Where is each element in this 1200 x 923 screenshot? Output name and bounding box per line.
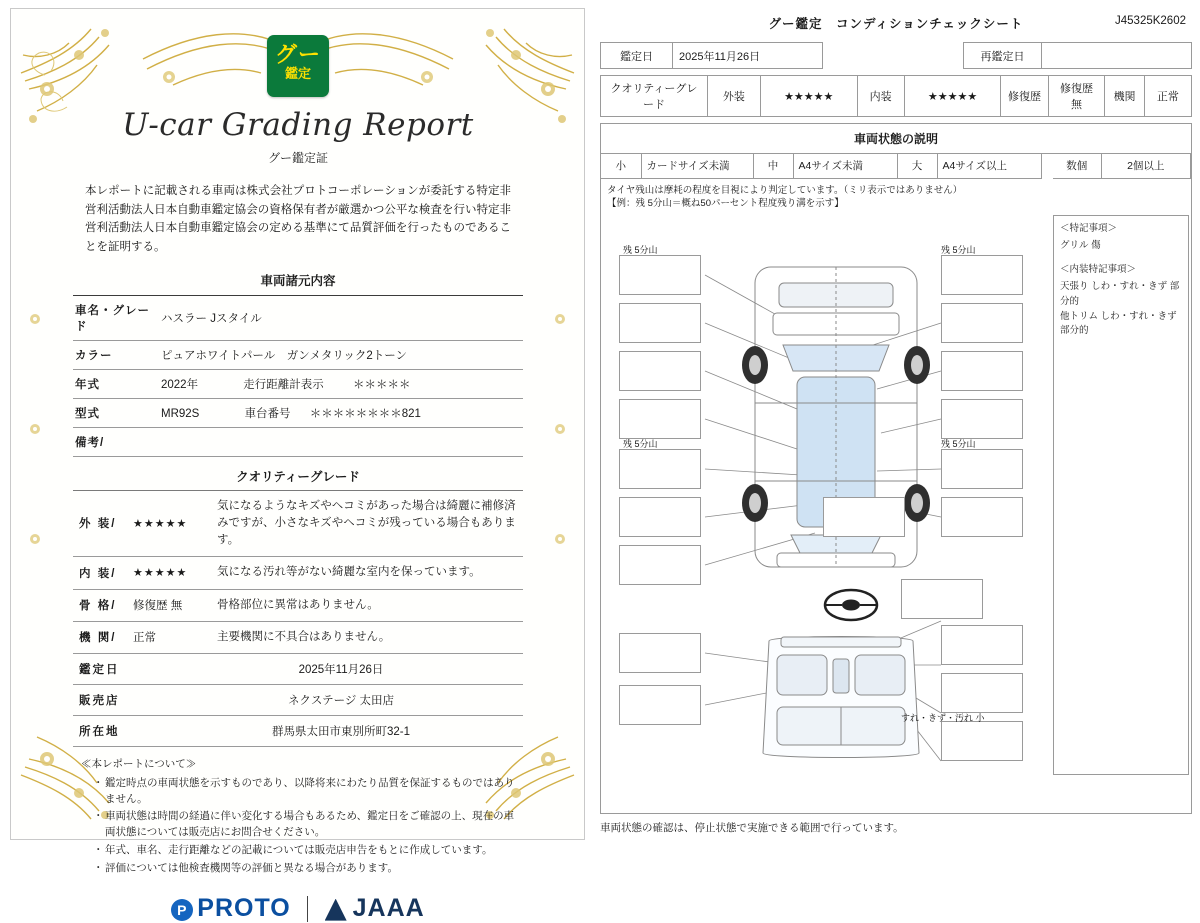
meta-value: ネクステージ 太田店 xyxy=(159,685,523,716)
spec-table xyxy=(73,296,523,457)
grade-label: 外 装/ xyxy=(73,491,131,557)
damage-cell[interactable] xyxy=(619,303,701,343)
damage-cell[interactable] xyxy=(619,633,701,673)
meta-value: 群馬県太田市東別所町32-1 xyxy=(159,716,523,747)
spec-label: 備考/ xyxy=(73,427,159,456)
damage-cell[interactable] xyxy=(941,303,1023,343)
legend-desc-large: A4サイズ以上 xyxy=(937,154,1041,178)
notes-heading: ≪本レポートについて≫ xyxy=(81,758,197,770)
spec-value: 2022年 xyxy=(161,378,199,391)
sheet-title: グー鑑定 コンディションチェックシート xyxy=(768,17,1024,31)
inspection-date-table xyxy=(600,42,1192,69)
inspection-date-label: 鑑定日 xyxy=(601,43,673,69)
grade-label: 機 関/ xyxy=(73,621,131,653)
damage-cell[interactable] xyxy=(619,497,701,537)
quality-grade-label: クオリティーグレード xyxy=(601,76,708,117)
size-legend-table xyxy=(601,154,1191,179)
goo-logo-line2: 鑑定 xyxy=(284,66,311,82)
list-item: ・ 車両状態は時間の経過に伴い変化する場合もあるため、鑑定日をご確認の上、現在の車両状態については販売店にお問合せください。 xyxy=(95,809,515,841)
meta-table xyxy=(73,654,523,747)
interior-cell[interactable] xyxy=(901,579,983,619)
interior-label: 内装 xyxy=(857,76,904,117)
legend-size-medium: 中 xyxy=(753,154,793,178)
certificate-notes xyxy=(81,757,515,876)
tire-label-front-right: 残 5分山 xyxy=(941,245,976,256)
side-ornament-icon xyxy=(540,279,580,579)
list-item: ・ 年式、車名、走行距離などの記載については販売店申告をもとに作成しています。 xyxy=(95,843,515,859)
grade-text: 主要機関に不具合はありません。 xyxy=(215,621,523,653)
interior-condition-label: すれ・きず・汚れ 小 xyxy=(901,713,985,724)
grading-report-certificate xyxy=(10,8,585,923)
proto-mark-icon: P xyxy=(171,899,193,921)
interior-notes-heading: ＜内装特記事項＞ xyxy=(1060,264,1137,276)
grade-mark: ★★★★★ xyxy=(131,491,215,557)
tire-label-rear-left: 残 5分山 xyxy=(623,439,658,450)
meta-label: 販売店 xyxy=(73,685,159,716)
table-row xyxy=(73,557,523,589)
damage-cell[interactable] xyxy=(619,351,701,391)
grade-mark: 修復歴 無 xyxy=(131,589,215,621)
damage-cell[interactable] xyxy=(941,255,1023,295)
damage-cell[interactable] xyxy=(941,449,1023,489)
page-subtitle: グー鑑定証 xyxy=(267,151,328,165)
damage-cell[interactable] xyxy=(619,399,701,439)
grade-text: 気になるようなキズやヘコミがあった場合は綺麗に補修済みですが、小さなキズやヘコミが残っている場合もあります。 xyxy=(215,491,523,557)
table-row xyxy=(73,340,523,369)
brand-logos xyxy=(63,894,533,923)
table-row xyxy=(73,654,523,685)
tire-note-line1: タイヤ残山は摩耗の程度を目視により判定しています。（ミリ表示ではありません） xyxy=(607,184,963,196)
spec-label-2: 走行距離計表示 xyxy=(243,378,324,391)
damage-cell[interactable] xyxy=(619,685,701,725)
grade-text: 気になる汚れ等がない綺麗な室内を保っています。 xyxy=(215,557,523,589)
proto-logo xyxy=(171,894,290,923)
spec-value: ハスラー Jスタイル xyxy=(159,296,523,341)
spec-label-2: 車台番号 xyxy=(244,407,291,420)
spec-value-2: ＊＊＊＊＊＊＊＊821 xyxy=(309,407,421,420)
tire-note xyxy=(601,179,1191,214)
table-row xyxy=(73,589,523,621)
repair-history-value: 修復歴 無 xyxy=(1048,76,1105,117)
spec-label: 型式 xyxy=(73,398,159,427)
damage-cell[interactable] xyxy=(941,351,1023,391)
table-row xyxy=(601,76,1192,117)
spec-heading: 車両諸元内容 xyxy=(260,273,336,288)
car-interior-diagram-icon xyxy=(751,633,931,763)
damage-cell[interactable] xyxy=(619,449,701,489)
proto-logo-text: PROTO xyxy=(197,894,291,923)
size-legend xyxy=(601,154,1191,179)
list-item: ・ 評価については他検査機関等の評価と異なる場合があります。 xyxy=(95,861,515,877)
spec-label: 年式 xyxy=(73,369,159,398)
steering-wheel-icon xyxy=(823,585,879,625)
meta-label: 鑑定日 xyxy=(73,654,159,685)
exterior-label: 外装 xyxy=(707,76,760,117)
spec-label: カラー xyxy=(73,340,159,369)
grade-text: 骨格部位に異常はありません。 xyxy=(215,589,523,621)
grade-mark: ★★★★★ xyxy=(131,557,215,589)
sheet-code: J45325K2602 xyxy=(1115,15,1186,27)
reinspection-date-value xyxy=(1042,43,1192,69)
damage-cell[interactable] xyxy=(619,255,701,295)
tire-note-line2: 【例：残 5分山＝概ね50パーセント程度残り溝を示す】 xyxy=(607,198,844,210)
table-row xyxy=(73,491,523,557)
grade-heading: クオリティーグレード xyxy=(236,469,360,484)
spec-value xyxy=(159,427,523,456)
table-row xyxy=(601,154,1191,178)
damage-cell[interactable] xyxy=(941,497,1023,537)
grade-label: 内 装/ xyxy=(73,557,131,589)
condition-check-sheet xyxy=(600,8,1192,840)
inspection-date-value: 2025年11月26日 xyxy=(673,43,823,69)
sheet-header xyxy=(600,8,1192,42)
spec-value-group xyxy=(159,369,523,398)
exterior-stars: ★★★★★ xyxy=(760,76,857,117)
interior-note-item: 天張り しわ・すれ・きず 部分的 xyxy=(1060,281,1180,307)
vehicle-condition-title: 車両状態の説明 xyxy=(601,124,1191,154)
grade-table xyxy=(73,491,523,655)
table-row xyxy=(73,398,523,427)
damage-cell[interactable] xyxy=(823,497,905,537)
spec-value: ピュアホワイトパール ガンメタリック2トーン xyxy=(159,340,523,369)
tire-label-rear-right: 残 5分山 xyxy=(941,439,976,450)
legend-size-small: 小 xyxy=(601,154,641,178)
grade-mark: 正常 xyxy=(131,621,215,653)
side-ornament-icon xyxy=(15,279,55,579)
special-notes-heading: ＜特記事項＞ xyxy=(1060,223,1118,235)
table-row xyxy=(73,716,523,747)
table-row xyxy=(73,369,523,398)
engine-label: 機関 xyxy=(1105,76,1144,117)
special-note-item: グリル 傷 xyxy=(1060,239,1101,251)
legend-size-count: 数個 xyxy=(1053,154,1101,178)
interior-stars: ★★★★★ xyxy=(904,76,1001,117)
vehicle-condition-panel xyxy=(600,123,1192,814)
meta-value: 2025年11月26日 xyxy=(159,654,523,685)
list-item: ・ 鑑定時点の車両状態を示すものであり、以降将来にわたり品質を保証するものではありません。 xyxy=(95,776,515,808)
diagram-area xyxy=(601,213,1191,813)
meta-label: 所在地 xyxy=(73,716,159,747)
reinspection-date-label: 再鑑定日 xyxy=(964,43,1042,69)
interior-note-item: 他トリム しわ・すれ・きず 部分的 xyxy=(1060,310,1177,337)
divider xyxy=(307,896,308,922)
sheet-footer: 車両状態の確認は、停止状態で実施できる範囲で行っています。 xyxy=(600,822,904,835)
page-title: U-car Grading Report xyxy=(122,107,474,143)
damage-cell[interactable] xyxy=(619,545,701,585)
goo-logo xyxy=(63,35,533,97)
interior-cell[interactable] xyxy=(941,721,1023,761)
table-row xyxy=(73,685,523,716)
spec-label: 車名・グレード xyxy=(73,296,159,341)
quality-grade-table xyxy=(600,75,1192,117)
damage-cell[interactable] xyxy=(941,399,1023,439)
special-notes-box xyxy=(1053,215,1189,775)
jaaa-logo xyxy=(325,894,425,923)
legend-desc-medium: A4サイズ未満 xyxy=(793,154,897,178)
spec-value-group xyxy=(159,398,523,427)
table-row xyxy=(73,621,523,653)
legend-size-large: 大 xyxy=(897,154,937,178)
legend-desc-small: カードサイズ未満 xyxy=(641,154,753,178)
engine-value: 正常 xyxy=(1144,76,1191,117)
table-row xyxy=(601,43,1192,69)
repair-history-label: 修復歴 xyxy=(1001,76,1048,117)
jaaa-mark-icon xyxy=(325,899,347,921)
table-row xyxy=(73,296,523,341)
interior-cell[interactable] xyxy=(941,673,1023,713)
tire-label-front-left: 残 5分山 xyxy=(623,245,658,256)
grade-label: 骨 格/ xyxy=(73,589,131,621)
spec-value-2: ＊＊＊＊＊ xyxy=(353,378,411,391)
table-row xyxy=(73,427,523,456)
goo-logo-line1: グー xyxy=(274,42,321,67)
jaaa-logo-text: JAAA xyxy=(352,894,425,923)
interior-cell[interactable] xyxy=(941,625,1023,665)
spec-value: MR92S xyxy=(161,407,200,420)
certificate-lede: 本レポートに記載される車両は株式会社プロトコーポレーションが委託する特定非営利活動法人日本自動車鑑定協会の資格保有者が厳選かつ公平な検査を行い特定非営利活動法人日本自動車鑑定協会の定める基準にて品質評価を行ったものであることを証明する。 xyxy=(85,185,511,253)
legend-desc-count: 2個以上 xyxy=(1101,154,1191,178)
